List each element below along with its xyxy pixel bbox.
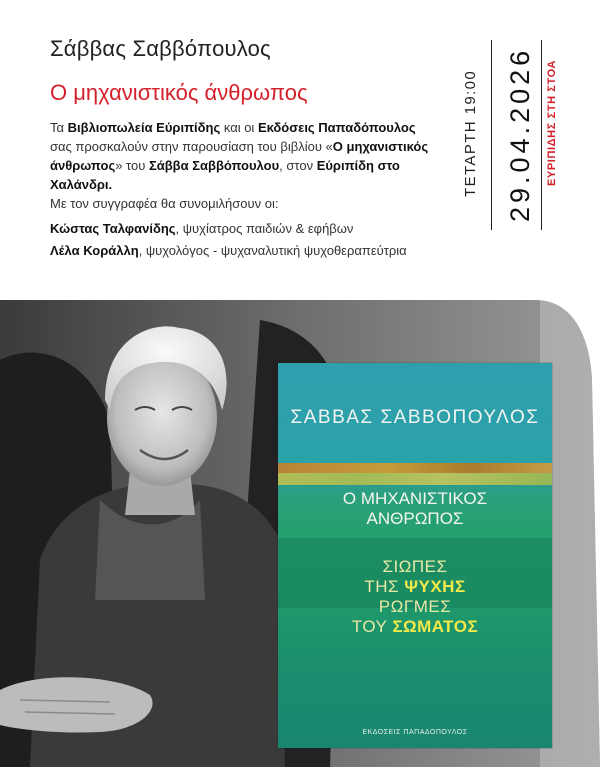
intro-book: Ο μηχανιστικός άνθρωπος [50,139,429,173]
book-cover-sub-line2b: ΨΥΧΗΣ [404,577,466,596]
speaker-2 [50,241,440,260]
speaker-2-role: , ψυχολόγος - ψυχαναλυτική ψυχοθεραπεύτρια [138,243,407,258]
speaker-1 [50,219,440,238]
divider-line-right [541,40,542,230]
book-cover-sub-line4a: ΤΟΥ [351,617,393,636]
intro-text-3: σας προσκαλούν στην παρουσίαση του βιβλίου « [50,139,333,154]
intro-text-4: » του [115,158,149,173]
book-cover-title-line1: Ο ΜΗΧΑΝΙΣΤΙΚΟΣ [342,489,488,508]
author-name: Σάββας Σαββόπουλος [50,36,271,61]
book-cover-sub-line1: ΣΙΩΠΕΣ [382,557,448,576]
invitation-text [50,118,440,194]
book-cover-title [278,489,552,529]
speaker-2-name: Λέλα Κοράλλη [50,243,139,258]
intro-venue: Εύριπίδη στο Χαλάνδρι. [50,158,400,192]
book-cover-stripe-orange [278,463,552,473]
book-cover-sub-line2 [278,577,552,597]
speaker-1-name: Κώστας Ταλφανίδης [50,221,176,236]
event-day-time: ΤΕΤΑΡΤΗ 19:00 [462,69,479,197]
book-cover-publisher: ΕΚΔΟΣΕΙΣ ΠΑΠΑΔΟΠΟΥΛΟΣ [362,729,468,736]
intro-text-1: Τα [50,120,68,135]
divider-line-left [491,40,492,230]
book-cover [278,363,552,748]
book-cover-sub-line3: ΡΩΓΜΕΣ [378,597,452,616]
book-cover-author: ΣΑΒΒΑΣ ΣΑΒΒΟΠΟΥΛΟΣ [290,407,540,428]
book-cover-stripe-yellow [278,473,552,485]
event-date: 29.04.2026 [505,46,535,222]
intro-publisher: Εκδόσεις Παπαδόπουλος [257,120,416,135]
intro-text-5: , στον [279,158,317,173]
intro-text-2: και οι [220,120,258,135]
event-venue: ΕΥΡΙΠΙΔΗΣ ΣΤΗ ΣΤΟΑ [546,59,558,186]
book-cover-subtitle [278,557,552,637]
book-cover-sub-line2a: ΤΗΣ [364,577,405,596]
book-cover-title-line2: ΑΝΘΡΩΠΟΣ [366,509,464,528]
intro-author: Σάββα Σαββόπουλου [148,158,280,173]
book-cover-sub-line4 [278,617,552,637]
speaker-1-role: , ψυχίατρος παιδιών & εφήβων [175,221,354,236]
speakers-intro: Με τον συγγραφέα θα συνομιλήσουν οι: [50,196,279,211]
intro-bookstore: Βιβλιοπωλεία Εύριπίδης [67,120,221,135]
book-cover-sub-line4b: ΣΩΜΑΤΟΣ [392,617,479,636]
event-book-title: Ο μηχανιστικός άνθρωπος [50,80,308,105]
